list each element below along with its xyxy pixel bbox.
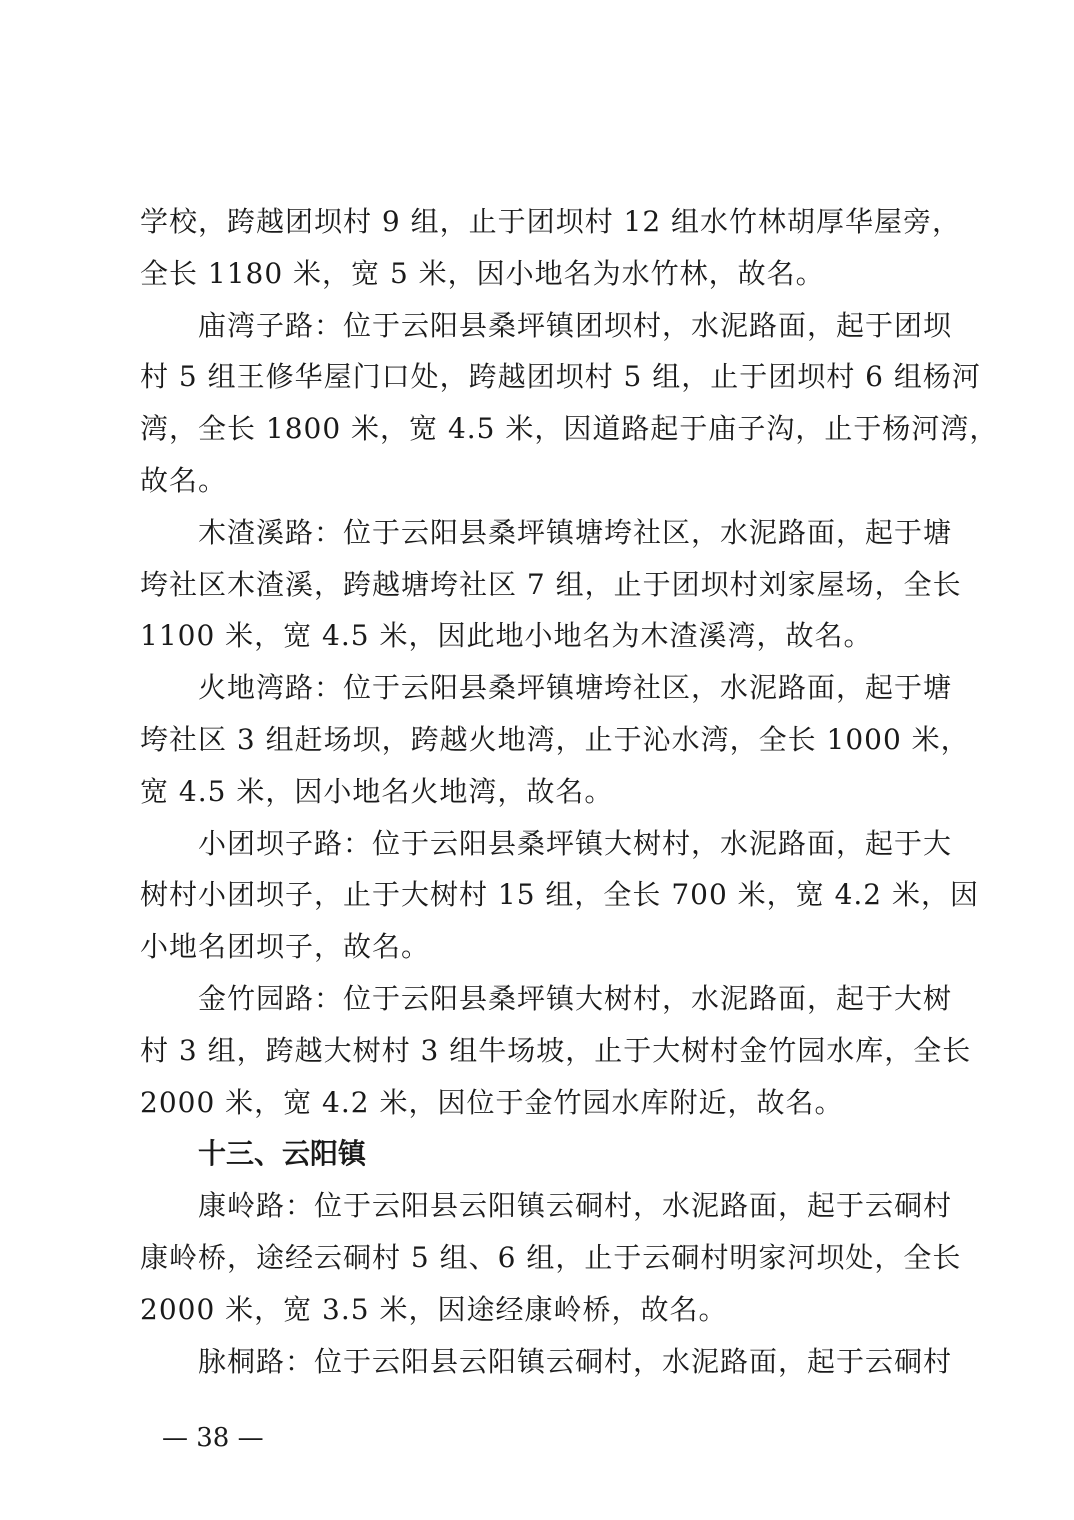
paragraph-hudiwan-road: 火地湾路：位于云阳县桑坪镇塘垮社区，水泥路面，起于塘 xyxy=(198,671,953,705)
text-line: 垮社区 3 组赶场坝，跨越火地湾，止于沁水湾，全长 1000 米， xyxy=(140,722,970,756)
text-line: 1100 米，宽 4.5 米，因此地小地名为木渣溪湾，故名。 xyxy=(140,619,873,653)
section-heading: 十三、云阳镇 xyxy=(198,1137,367,1171)
document-body xyxy=(140,196,999,1387)
text-line: 学校，跨越团坝村 9 组，止于团坝村 12 组水竹林胡厚华屋旁， xyxy=(140,205,962,238)
text-line: 康岭桥，途经云硐村 5 组、6 组，止于云硐村明家河坝处，全长 xyxy=(140,1240,962,1274)
paragraph-muzhaxi-road: 木渣溪路：位于云阳县桑坪镇塘垮社区，水泥路面，起于塘 xyxy=(198,515,953,549)
text-line: 村 3 组，跨越大树村 3 组牛场坡，止于大树村金竹园水库，全长 xyxy=(140,1033,972,1067)
text-line: 宽 4.5 米，因小地名火地湾，故名。 xyxy=(140,774,614,808)
page-number: — 38 — xyxy=(162,1423,264,1453)
paragraph-kangling-road: 康岭路：位于云阳县云阳镇云硐村，水泥路面，起于云硐村 xyxy=(198,1189,953,1223)
paragraph-xiaotuanbazi-road: 小团坝子路：位于云阳县桑坪镇大树村，水泥路面，起于大 xyxy=(198,826,953,860)
text-line: 全长 1180 米，宽 5 米，因小地名为水竹林，故名。 xyxy=(140,256,825,290)
text-line: 故名。 xyxy=(140,463,228,497)
text-line: 2000 米，宽 4.2 米，因位于金竹园水库附近，故名。 xyxy=(140,1085,844,1119)
paragraph-miaowanzi-road: 庙湾子路：位于云阳县桑坪镇团坝村，水泥路面，起于团坝 xyxy=(198,308,953,342)
text-line: 2000 米，宽 3.5 米，因途经康岭桥，故名。 xyxy=(140,1292,728,1326)
text-line: 湾，全长 1800 米，宽 4.5 米，因道路起于庙子沟，止于杨河湾， xyxy=(140,412,999,446)
paragraph-jinzhuyuan-road: 金竹园路：位于云阳县桑坪镇大树村，水泥路面，起于大树 xyxy=(198,981,953,1015)
text-line: 树村小团坝子，止于大树村 15 组，全长 700 米，宽 4.2 米，因 xyxy=(140,878,980,912)
text-line: 小地名团坝子，故名。 xyxy=(140,930,431,964)
paragraph-maitong-road: 脉桐路：位于云阳县云阳镇云硐村，水泥路面，起于云硐村 xyxy=(198,1344,953,1378)
text-line: 村 5 组王修华屋门口处，跨越团坝村 5 组，止于团坝村 6 组杨河 xyxy=(140,360,981,394)
text-line: 垮社区木渣溪，跨越塘垮社区 7 组，止于团坝村刘家屋场，全长 xyxy=(140,567,962,601)
